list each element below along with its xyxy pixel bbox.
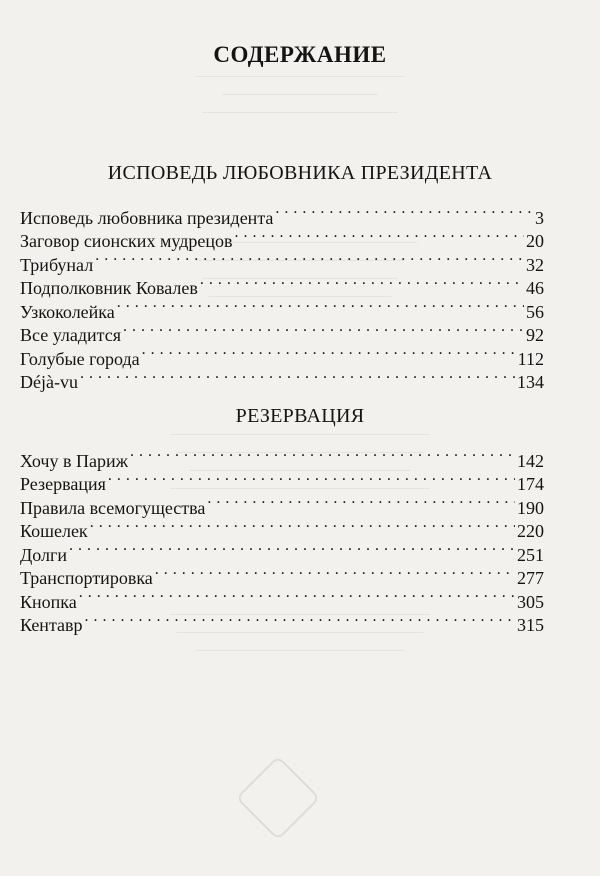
show-through-text: ________________________________________ ______________________________________ __________________________________ ________________________________________	[170, 421, 430, 490]
toc-entry-page: 56	[526, 301, 544, 322]
toc-entry-title: Исповедь любовника президента	[20, 207, 274, 228]
toc-entry[interactable]	[20, 200, 544, 228]
toc-entry-page: 220	[517, 521, 544, 541]
show-through-text: ________________________________________ ______________________________________ ________________________________	[170, 601, 430, 652]
toc-entry-page: 3	[535, 207, 544, 228]
toc-entry-page: 277	[517, 568, 544, 588]
dot-leader	[234, 224, 524, 248]
toc-entry-title: Долги	[20, 544, 68, 565]
toc-entry[interactable]	[20, 365, 544, 392]
toc-entry-page: 20	[526, 231, 544, 251]
toc-entry-title: Кнопка	[20, 591, 77, 612]
toc-entry[interactable]	[20, 584, 544, 612]
dot-leader	[155, 561, 515, 585]
toc-entry-page: 32	[526, 254, 544, 275]
toc-entry-title: Déjà-vu	[20, 372, 78, 392]
section-title-2: РЕЗЕРВАЦИЯ	[235, 405, 365, 427]
toc-entry-page: 174	[517, 474, 544, 494]
show-through-text: ________________________________ ________________________ ______________________________	[196, 63, 404, 114]
dot-leader	[275, 200, 533, 224]
toc-entry[interactable]	[20, 271, 544, 298]
toc-list-section-1	[20, 200, 544, 392]
toc-entry-page: 46	[526, 278, 544, 298]
toc-entry[interactable]	[20, 247, 544, 275]
toc-entry[interactable]	[20, 608, 544, 635]
toc-entry-title: Транспортировка	[20, 568, 153, 588]
dot-leader	[200, 271, 524, 295]
dot-leader	[108, 467, 515, 491]
age-rating-badge-show-through	[236, 756, 321, 841]
dot-leader	[117, 294, 524, 318]
toc-entry-title: Кентавр	[20, 615, 83, 635]
toc-entry[interactable]	[20, 561, 544, 588]
dot-leader	[142, 341, 516, 365]
toc-entry-page: 134	[517, 372, 544, 392]
dot-leader	[123, 318, 524, 342]
toc-entry[interactable]	[20, 443, 544, 471]
toc-entry-title: Заговор сионских мудрецов	[20, 231, 233, 251]
page-title: СОДЕРЖАНИЕ	[213, 42, 387, 67]
toc-entry-title: Узкоколейка	[20, 301, 115, 322]
toc-entry-page: 112	[517, 348, 544, 369]
dot-leader	[207, 490, 515, 514]
show-through-text: ____________________________________ ________________________________ ______________________________ ____________________________	[183, 229, 417, 298]
toc-entry-title: Правила всемогущества	[20, 497, 206, 518]
toc-entry-title: Все уладится	[20, 325, 122, 345]
toc-entry-page: 315	[517, 615, 544, 635]
dot-leader	[69, 537, 515, 561]
toc-entry-title: Резервация	[20, 474, 106, 494]
dot-leader	[95, 247, 524, 271]
toc-entry[interactable]	[20, 514, 544, 541]
toc-entry[interactable]	[20, 537, 544, 565]
toc-entry-title: Трибунал	[20, 254, 94, 275]
section-title-1: ИСПОВЕДЬ ЛЮБОВНИКА ПРЕЗИДЕНТА	[107, 162, 493, 184]
toc-entry-title: Подполковник Ковалев	[20, 278, 198, 298]
toc-entry-page: 190	[517, 497, 544, 518]
dot-leader	[130, 443, 515, 467]
toc-entry-page: 92	[526, 325, 544, 345]
toc-entry-title: Хочу в Париж	[20, 450, 129, 471]
toc-list-section-2	[20, 443, 544, 635]
toc-entry-title: Голубые города	[20, 348, 140, 369]
toc-entry-title: Кошелек	[20, 521, 88, 541]
toc-entry-page: 305	[517, 591, 544, 612]
dot-leader	[80, 365, 515, 389]
dot-leader	[79, 584, 515, 608]
dot-leader	[85, 608, 515, 632]
dot-leader	[90, 514, 515, 538]
toc-entry-page: 251	[517, 544, 544, 565]
toc-entry-page: 142	[517, 450, 544, 471]
